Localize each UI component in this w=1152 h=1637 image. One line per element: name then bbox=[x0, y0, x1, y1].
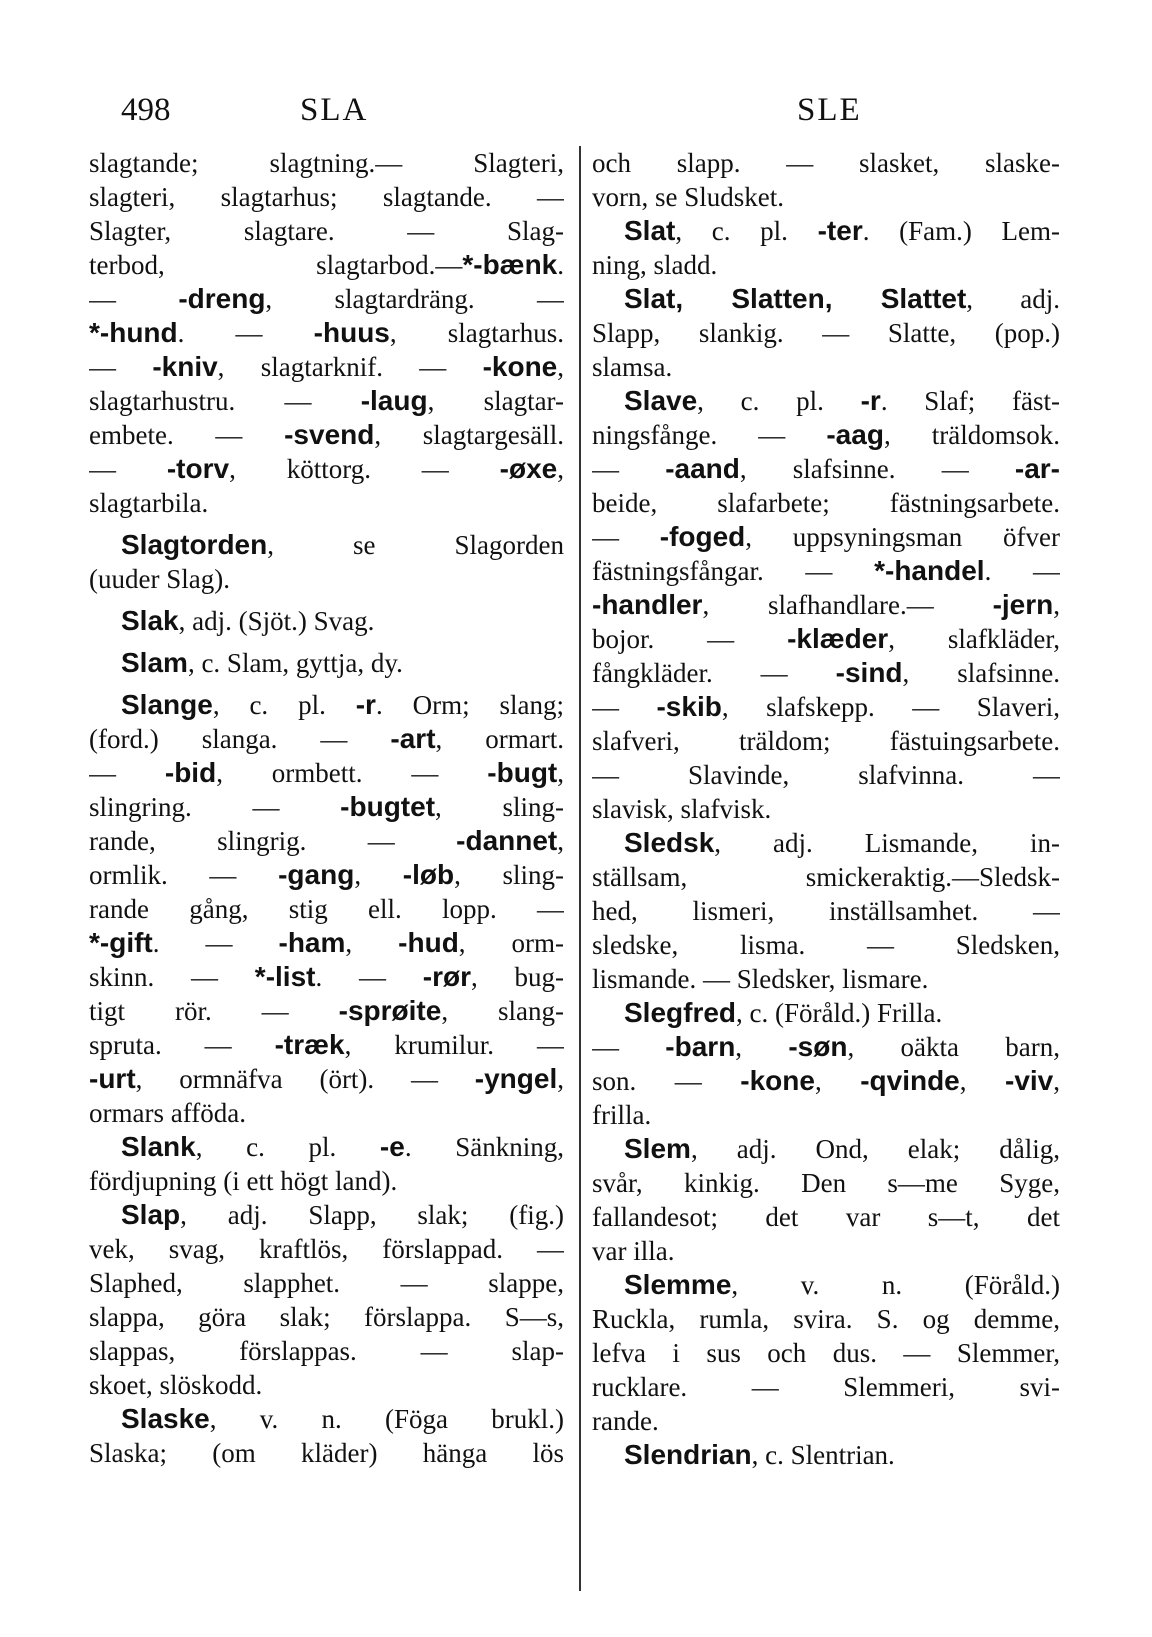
entry-line: Slank, c. pl. -e. Sänkning, bbox=[121, 1131, 564, 1162]
entry-line: — -dreng, slagtardräng. — bbox=[89, 283, 564, 314]
entry-line: ningsfånge. — -aag, träldomsok. bbox=[592, 419, 1060, 450]
right-column bbox=[592, 146, 1060, 1591]
entry-line: slagtande; slagtning.— Slagteri, bbox=[89, 148, 564, 178]
entry-line: rande gång, stig ell. lopp. — bbox=[89, 894, 564, 924]
entry-line: fallandesot; det var s—t, det bbox=[592, 1202, 1060, 1232]
entry-line: -handler, slafhandlare.— -jern, bbox=[592, 589, 1060, 620]
entry-line: slamsa. bbox=[592, 352, 673, 382]
entry-line: beide, slafarbete; fästningsarbete. bbox=[592, 488, 1060, 518]
entry-line: rucklare. — Slemmeri, svi- bbox=[592, 1372, 1060, 1402]
entry-line: skinn. — *-list. — -rør, bug- bbox=[89, 961, 564, 992]
entry-line: — -bid, ormbett. — -bugt, bbox=[89, 757, 564, 788]
entry-line: Sledsk, adj. Lismande, in- bbox=[624, 827, 1060, 858]
entry-line: fångkläder. — -sind, slafsinne. bbox=[592, 657, 1060, 688]
entry-line: svår, kinkig. Den s—me Syge, bbox=[592, 1168, 1060, 1198]
entry-line: fästningsfångar. — *-handel. — bbox=[592, 555, 1060, 586]
entry-line: — -foged, uppsyningsman öfver bbox=[592, 521, 1060, 552]
entry-line: slappa, göra slak; förslappa. S—s, bbox=[89, 1302, 564, 1332]
entry-line: fördjupning (i ett högt land). bbox=[89, 1166, 398, 1196]
left-column bbox=[89, 146, 564, 1591]
entry-line: Slat, Slatten, Slattet, adj. bbox=[624, 283, 1060, 314]
entry-line: Slam, c. Slam, gyttja, dy. bbox=[121, 647, 403, 678]
entry-line: Slave, c. pl. -r. Slaf; fäst- bbox=[624, 385, 1060, 416]
entry-line: terbod, slagtarbod.—*-bænk. bbox=[89, 249, 564, 280]
entry-line: Slange, c. pl. -r. Orm; slang; bbox=[121, 689, 564, 720]
entry-line: Slemme, v. n. (Föråld.) bbox=[624, 1269, 1060, 1300]
entry-line: *-gift. — -ham, -hud, orm- bbox=[89, 927, 564, 958]
entry-line: sledske, lisma. — Sledsken, bbox=[592, 930, 1060, 960]
entry-line: embete. — -svend, slagtargesäll. bbox=[89, 419, 564, 450]
entry-line: vorn, se Sludsket. bbox=[592, 182, 784, 212]
entry-line: — Slavinde, slafvinna. — bbox=[592, 760, 1060, 790]
entry-line: vek, svag, kraftlös, förslappad. — bbox=[89, 1234, 564, 1264]
entry-line: Slak, adj. (Sjöt.) Svag. bbox=[121, 605, 375, 636]
entry-line: Slaske, v. n. (Föga brukl.) bbox=[121, 1403, 564, 1434]
entry-line: Slegfred, c. (Föråld.) Frilla. bbox=[624, 997, 943, 1028]
entry-line: Slagtorden, se Slagorden bbox=[121, 529, 564, 560]
entry-line: tigt rör. — -sprøite, slang- bbox=[89, 995, 564, 1026]
entry-line: — -kniv, slagtarknif. — -kone, bbox=[89, 351, 564, 382]
entry-line: Slagter, slagtare. — Slag- bbox=[89, 216, 564, 246]
entry-line: — -skib, slafskepp. — Slaveri, bbox=[592, 691, 1060, 722]
entry-line: bojor. — -klæder, slafkläder, bbox=[592, 623, 1060, 654]
entry-line: rande, slingrig. — -dannet, bbox=[89, 825, 564, 856]
entry-line: Slat, c. pl. -ter. (Fam.) Lem- bbox=[624, 215, 1060, 246]
right-guide-word: SLE bbox=[797, 92, 862, 128]
entry-line: slafveri, träldom; fästuingsarbete. bbox=[592, 726, 1060, 756]
entry-line: ställsam, smickeraktig.—Sledsk- bbox=[592, 862, 1060, 892]
left-guide-word: SLA bbox=[300, 92, 369, 128]
entry-line: Slapp, slankig. — Slatte, (pop.) bbox=[592, 318, 1060, 348]
entry-line: Slem, adj. Ond, elak; dålig, bbox=[624, 1133, 1060, 1164]
entry-line: ormars afföda. bbox=[89, 1098, 246, 1128]
entry-line: slagtarhustru. — -laug, slagtar- bbox=[89, 385, 564, 416]
entry-line: Slaphed, slapphet. — slappe, bbox=[89, 1268, 564, 1298]
entry-line: — -torv, köttorg. — -øxe, bbox=[89, 453, 564, 484]
entry-line: slavisk, slafvisk. bbox=[592, 794, 772, 824]
entry-line: slagtarbila. bbox=[89, 488, 209, 518]
entry-line: skoet, slöskodd. bbox=[89, 1370, 263, 1400]
entry-line: frilla. bbox=[592, 1100, 652, 1130]
entry-line: var illa. bbox=[592, 1236, 675, 1266]
entry-line: slingring. — -bugtet, sling- bbox=[89, 791, 564, 822]
entry-line: Slaska; (om kläder) hänga lös bbox=[89, 1438, 564, 1468]
entry-line: -urt, ormnäfva (ört). — -yngel, bbox=[89, 1063, 564, 1094]
entry-line: spruta. — -træk, krumilur. — bbox=[89, 1029, 564, 1060]
entry-line: slappas, förslappas. — slap- bbox=[89, 1336, 564, 1366]
entry-line: — -barn, -søn, oäkta barn, bbox=[592, 1031, 1060, 1062]
entry-line: slagteri, slagtarhus; slagtande. — bbox=[89, 182, 564, 212]
entry-line: *-hund. — -huus, slagtarhus. bbox=[89, 317, 564, 348]
entry-line: Slendrian, c. Slentrian. bbox=[624, 1439, 895, 1470]
entry-line: (ford.) slanga. — -art, ormart. bbox=[89, 723, 564, 754]
entry-line: Ruckla, rumla, svira. S. og demme, bbox=[592, 1304, 1060, 1334]
entry-line: och slapp. — slasket, slaske- bbox=[592, 148, 1060, 178]
entry-line: Slap, adj. Slapp, slak; (fig.) bbox=[121, 1199, 564, 1230]
entry-line: — -aand, slafsinne. — -ar- bbox=[592, 453, 1060, 484]
entry-line: lismande. — Sledsker, lismare. bbox=[592, 964, 929, 994]
entry-line: lefva i sus och dus. — Slemmer, bbox=[592, 1338, 1060, 1368]
column-divider bbox=[579, 146, 581, 1591]
entry-line: hed, lismeri, inställsamhet. — bbox=[592, 896, 1060, 926]
entry-line: ormlik. — -gang, -løb, sling- bbox=[89, 859, 564, 890]
page-number: 498 bbox=[121, 92, 171, 128]
entry-line: rande. bbox=[592, 1406, 659, 1436]
entry-line: (uuder Slag). bbox=[89, 564, 230, 594]
entry-line: ning, sladd. bbox=[592, 250, 718, 280]
entry-line: son. — -kone, -qvinde, -viv, bbox=[592, 1065, 1060, 1096]
